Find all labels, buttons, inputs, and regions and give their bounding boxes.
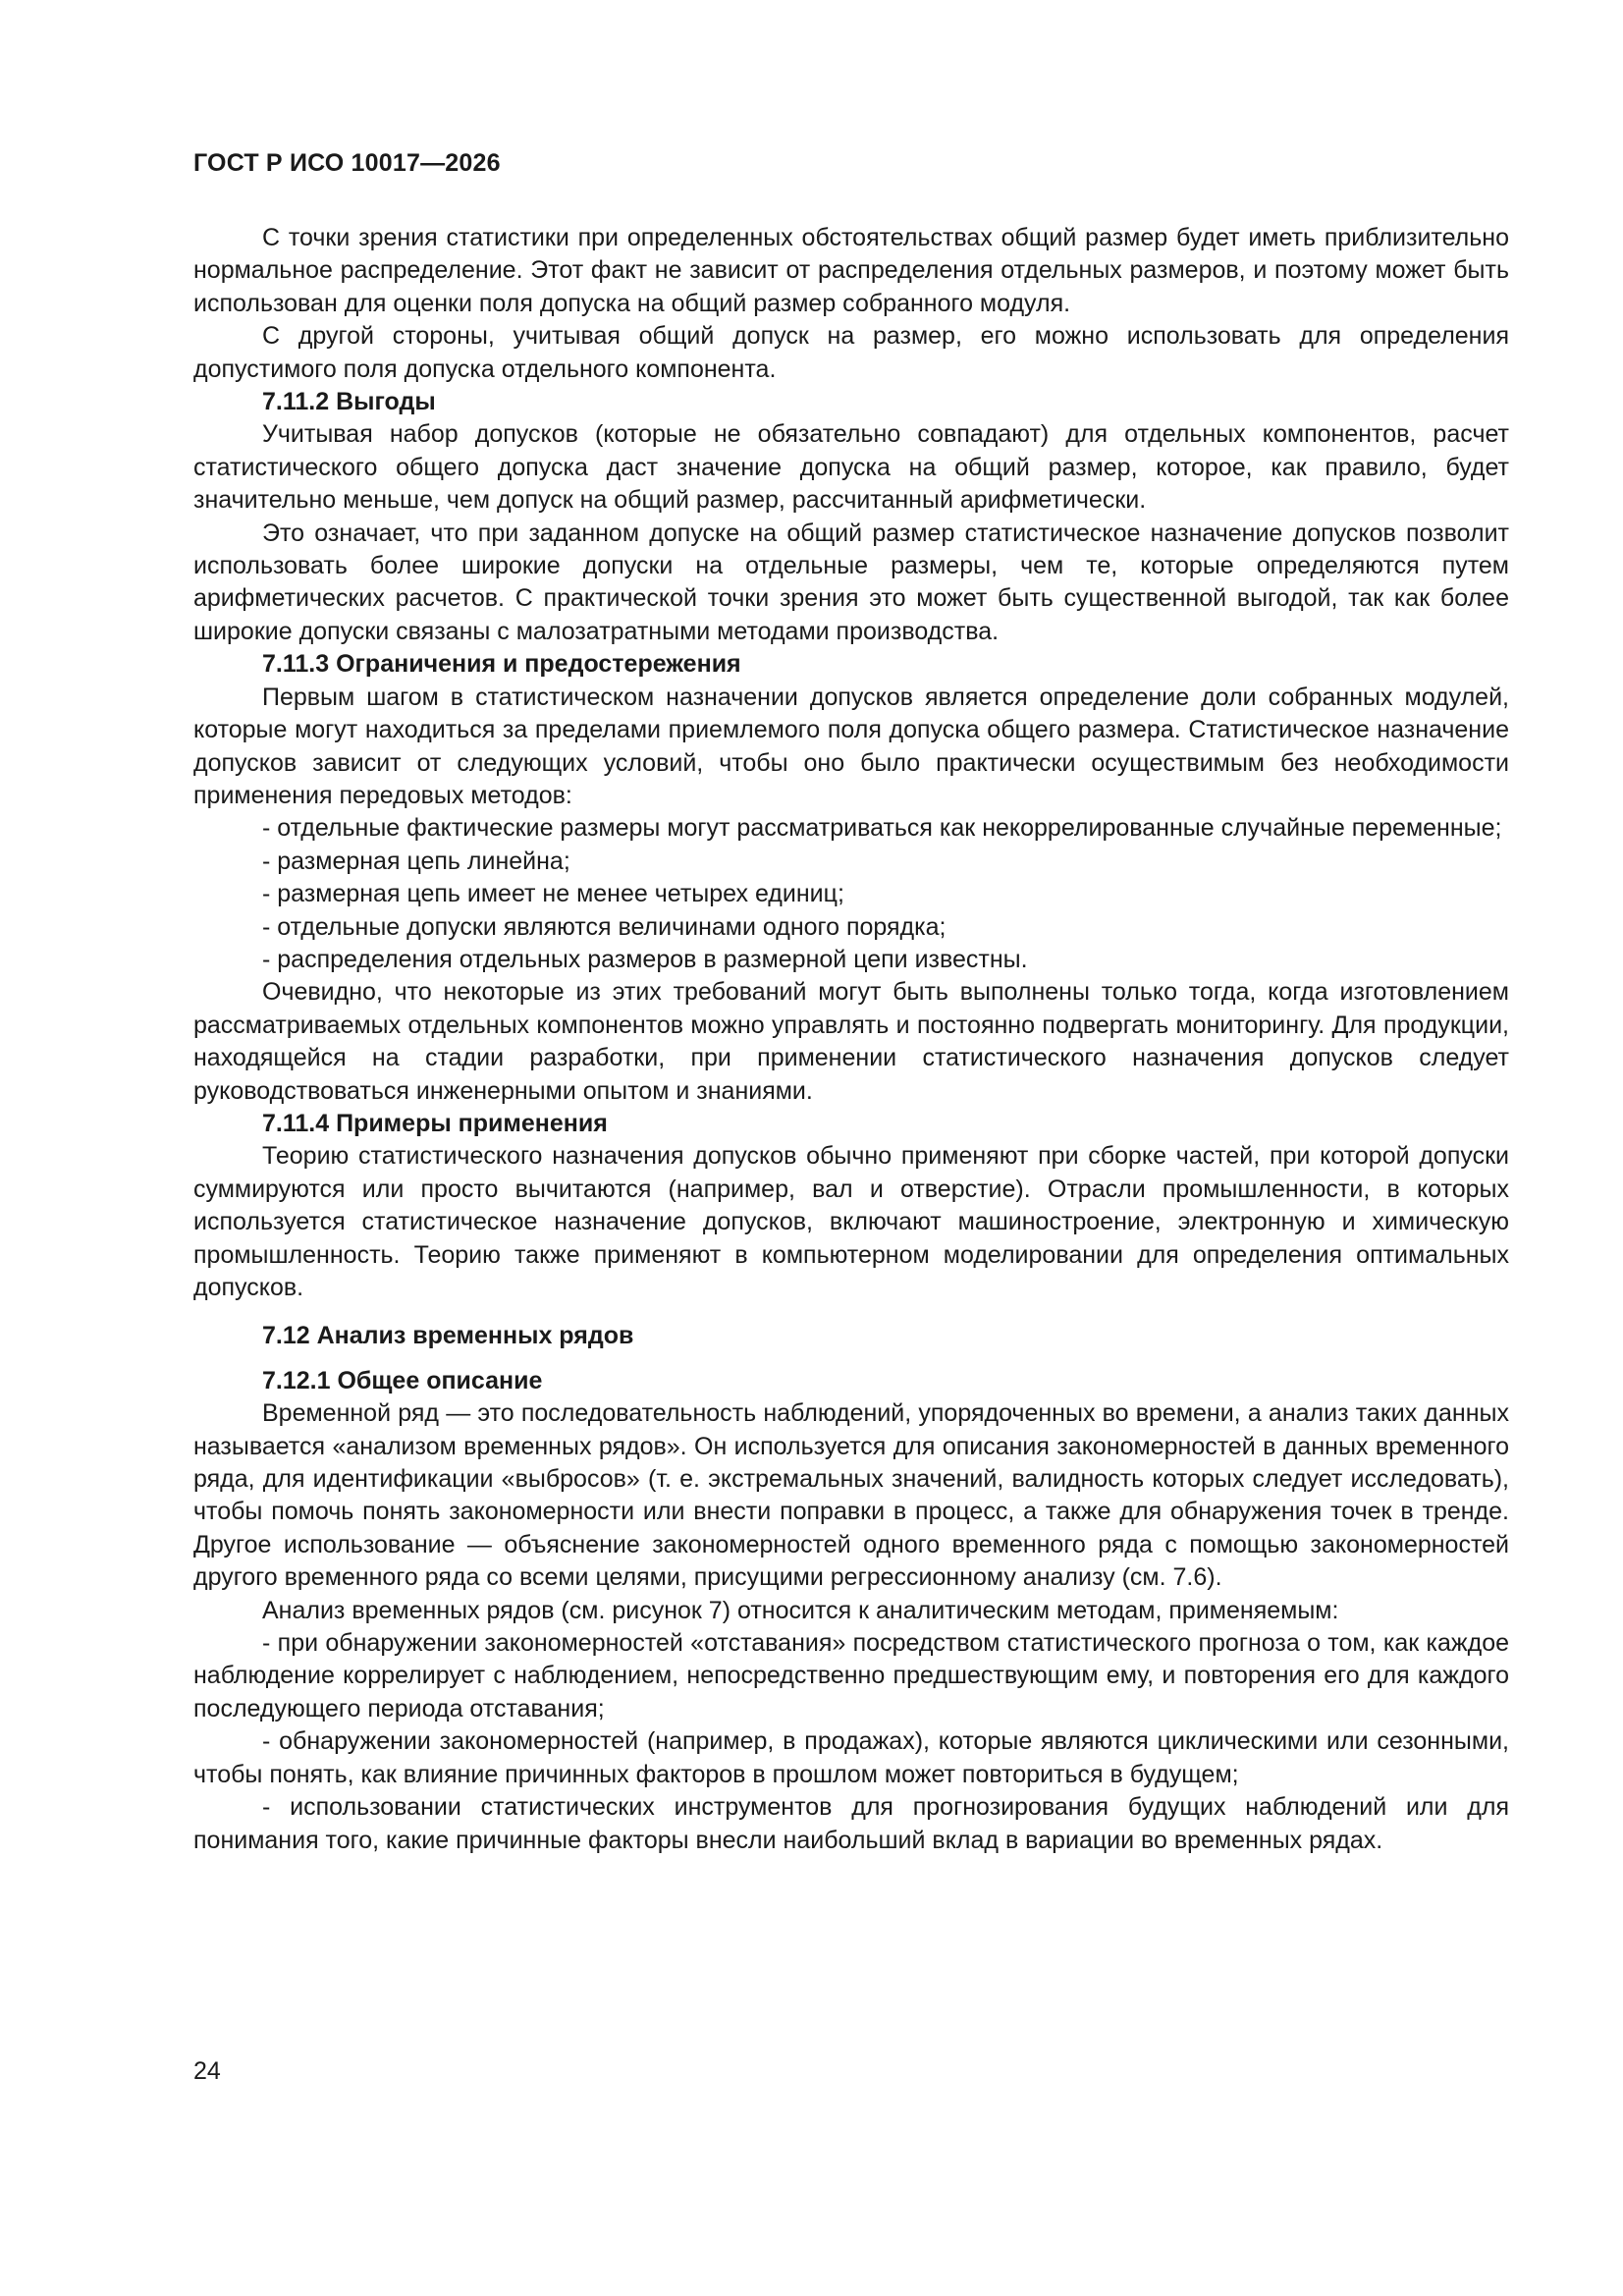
document-body [193, 222, 1509, 1857]
section-heading-7-11-2: 7.11.2 Выгоды [262, 388, 436, 416]
paragraph: Теорию статистического назначения допусков обычно применяют при сборке частей, при которой допуски суммируются или просто вычитаются (например, вал и отверстие). Отрасли промышленности, в которых используется статистическое назначение допусков, включают машиностроение, электронную и химическую промышленность. Теорию также применяют в компьютерном моделировании для определения оптимальных допусков. [193, 1142, 1509, 1301]
list-item: - распределения отдельных размеров в размерной цепи известны. [262, 945, 1028, 973]
paragraph: Учитывая набор допусков (которые не обязательно совпадают) для отдельных компонентов, расчет статистического общего допуска даст значение допуска на общий размер, которое, как правило, будет значительно меньше, чем допуск на общий размер, рассчитанный арифметически. [193, 420, 1509, 515]
list-item: - отдельные фактические размеры могут рассматриваться как некоррелированные случайные переменные; [262, 814, 1502, 843]
document-header: ГОСТ Р ИСО 10017—2026 [193, 149, 501, 177]
paragraph: Это означает, что при заданном допуске на общий размер статистическое назначение допусков позволит использовать более широкие допуски на отдельные размеры, чем те, которые определяются путем арифметических расчетов. С практической точки зрения это может быть существенной выгодой, так как более широкие допуски связаны с малозатратными методами производства. [193, 519, 1509, 645]
section-heading-7-12: 7.12 Анализ временных рядов [262, 1322, 634, 1350]
paragraph: С точки зрения статистики при определенных обстоятельствах общий размер будет иметь приблизительно нормальное распределение. Этот факт не зависит от распределения отдельных размеров, и поэтому может быть использован для оценки поля допуска на общий размер собранного модуля. [193, 224, 1509, 317]
paragraph: Первым шагом в статистическом назначении допусков является определение доли собранных модулей, которые могут находиться за пределами приемлемого поля допуска общего размера. Статистическое назначение допусков зависит от следующих условий, чтобы оно было практически осуществимым без необходимости применения передовых методов: [193, 683, 1509, 809]
list-item: - использовании статистических инструментов для прогнозирования будущих наблюдений или для понимания того, какие причинные факторы внесли наибольший вклад в вариации во временных рядах. [193, 1793, 1509, 1854]
paragraph: Анализ временных рядов (см. рисунок 7) относится к аналитическим методам, применяемым: [262, 1596, 1339, 1624]
list-item: - размерная цепь линейна; [262, 847, 570, 875]
list-item: - при обнаружении закономерностей «отставания» посредством статистического прогноза о том, как каждое наблюдение коррелирует с наблюдением, непосредственно предшествующим ему, и повторения его для каждого последующего периода отставания; [193, 1629, 1509, 1722]
paragraph: Временной ряд — это последовательность наблюдений, упорядоченных во времени, а анализ таких данных называется «анализом временных рядов». Он используется для описания закономерностей в данных временного ряда, для идентификации «выбросов» (т. е. экстремальных значений, валидность которых следует исследовать), чтобы помочь понять закономерности или внести поправки в процесс, а также для обнаружения точек в тренде. Другое использование — объяснение закономерностей одного временного ряда с помощью закономерностей другого временного ряда со всеми целями, присущими регрессионному анализу (см. 7.6). [193, 1399, 1509, 1592]
list-item: - обнаружении закономерностей (например, в продажах), которые являются циклическими или сезонными, чтобы понять, как влияние причинных факторов в прошлом может повториться в будущем; [193, 1727, 1509, 1788]
section-heading-7-11-4: 7.11.4 Примеры применения [262, 1109, 608, 1137]
paragraph: С другой стороны, учитывая общий допуск на размер, его можно использовать для определения допустимого поля допуска отдельного компонента. [193, 322, 1509, 383]
paragraph: Очевидно, что некоторые из этих требований могут быть выполнены только тогда, когда изготовлением рассматриваемых отдельных компонентов можно управлять и постоянно подвергать мониторингу. Для продукции, находящейся на стадии разработки, при применении статистического назначения допусков следует руководствоваться инженерными опытом и знаниями. [193, 978, 1509, 1105]
section-heading-7-12-1: 7.12.1 Общее описание [262, 1366, 543, 1394]
list-item: - размерная цепь имеет не менее четырех единиц; [262, 880, 844, 908]
list-item: - отдельные допуски являются величинами одного порядка; [262, 912, 947, 941]
section-heading-7-11-3: 7.11.3 Ограничения и предостережения [262, 650, 741, 679]
page-number: 24 [193, 2057, 221, 2085]
